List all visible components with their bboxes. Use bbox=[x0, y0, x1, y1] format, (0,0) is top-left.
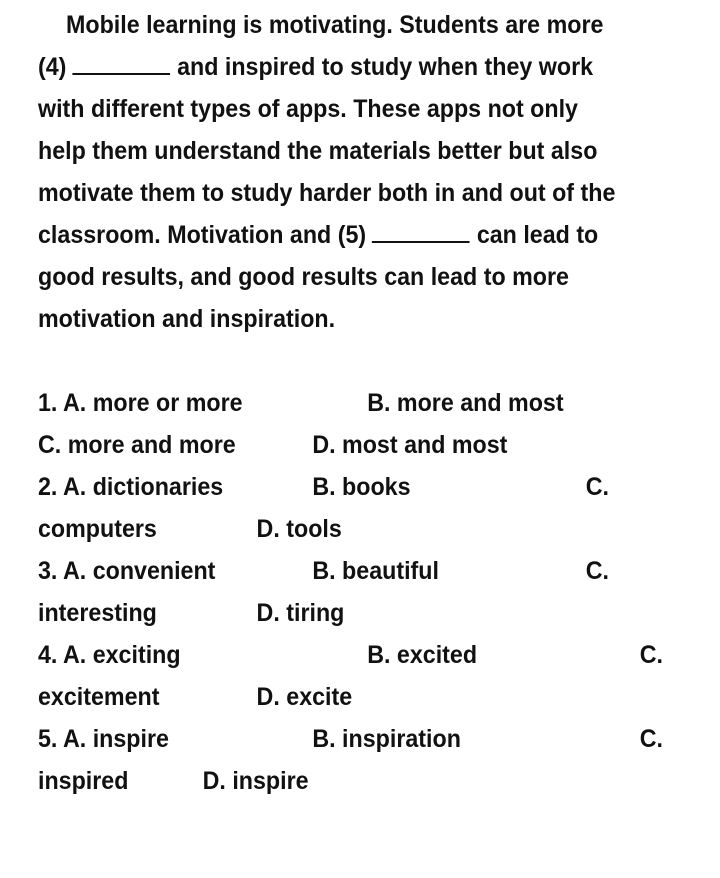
q2-option-c-letter: C. bbox=[585, 473, 610, 501]
passage-line-8: motivation and inspiration. bbox=[38, 305, 336, 333]
q1-option-c: C. more and more bbox=[38, 431, 236, 459]
q3-option-a: 3. A. convenient bbox=[38, 557, 216, 585]
q3-option-c-letter: C. bbox=[585, 557, 610, 585]
passage-line-6 bbox=[38, 220, 598, 250]
q5-option-c-text: inspired bbox=[38, 767, 129, 795]
q3-option-b: B. beautiful bbox=[312, 557, 439, 585]
passage-line-2 bbox=[38, 52, 593, 82]
q4-option-c-text: excitement bbox=[38, 683, 160, 711]
passage-line-6-rest: can lead to bbox=[476, 221, 599, 249]
q2-option-c-text: computers bbox=[38, 515, 157, 543]
passage-line-7: good results, and good results can lead to more bbox=[38, 263, 569, 291]
q4-option-c-letter: C. bbox=[639, 641, 663, 669]
q1-option-a: 1. A. more or more bbox=[38, 389, 243, 417]
q3-option-c-text: interesting bbox=[38, 599, 157, 627]
blank-4-label: (4) bbox=[38, 53, 67, 81]
blank-5 bbox=[372, 223, 470, 243]
passage-line-4: help them understand the materials better but also bbox=[38, 137, 598, 165]
passage-line-2-rest: and inspired to study when they work bbox=[177, 53, 594, 81]
q5-option-b: B. inspiration bbox=[312, 725, 461, 753]
q2-option-b: B. books bbox=[312, 473, 411, 501]
q5-option-a: 5. A. inspire bbox=[38, 725, 169, 753]
blank-4 bbox=[72, 55, 170, 75]
passage-line-1: Mobile learning is motivating. Students are more bbox=[66, 11, 604, 39]
blank-5-label: classroom. Motivation and (5) bbox=[38, 221, 367, 249]
passage-line-5: motivate them to study harder both in and out of the bbox=[38, 179, 616, 207]
q4-option-a: 4. A. exciting bbox=[38, 641, 181, 669]
q4-option-d: D. excite bbox=[256, 683, 353, 711]
q5-option-c-letter: C. bbox=[639, 725, 663, 753]
q1-option-d: D. most and most bbox=[312, 431, 508, 459]
q2-option-d: D. tools bbox=[256, 515, 342, 543]
q2-option-a: 2. A. dictionaries bbox=[38, 473, 224, 501]
q4-option-b: B. excited bbox=[367, 641, 478, 669]
q5-option-d: D. inspire bbox=[202, 767, 309, 795]
passage-line-3: with different types of apps. These apps not only bbox=[38, 95, 578, 123]
q1-option-b: B. more and most bbox=[367, 389, 564, 417]
q3-option-d: D. tiring bbox=[256, 599, 345, 627]
